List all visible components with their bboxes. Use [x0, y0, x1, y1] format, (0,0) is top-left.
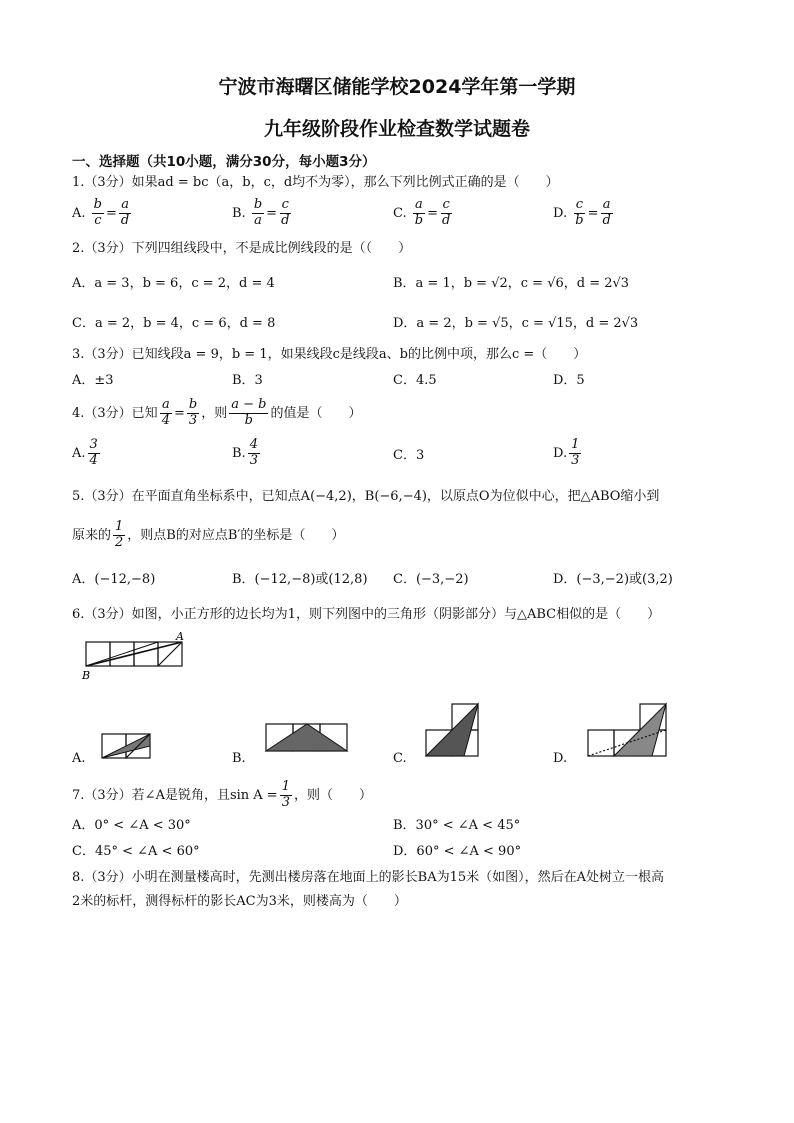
- q5-option-b: B．(−12,−8)或(12,8): [232, 572, 368, 587]
- q2-option-a: A．a = 3，b = 6，c = 2，d = 4: [72, 276, 275, 291]
- q7-option-c: C．45° < ∠A < 60°: [72, 844, 200, 859]
- q2-option-b: B．a = 1，b = √2，c = √6，d = 2√3: [393, 276, 630, 291]
- q4-stem: 4.（3分）已知 $\frac{a}{4}$ = $\frac{b}{3}$ ，则 $\frac{a - b}{b}$ 的值是（ ）: [72, 397, 362, 428]
- q1-option-c: C. $\frac{a}{b}$ = $\frac{c}{d}$: [393, 197, 451, 228]
- page-title-line2: 九年级阶段作业检查数学试题卷: [263, 118, 530, 140]
- q6-option-b: B.: [232, 751, 246, 766]
- q7-option-b: B．30° < ∠A < 45°: [393, 818, 521, 833]
- q8-stem-line2: 2米的标杆，测得标杆的影长AC为3米，则楼高为（ ）: [72, 894, 407, 909]
- q4-option-a: A. $\frac{3}{4}$: [72, 437, 98, 468]
- q5-stem-line2: 原来的 $\frac{1}{2}$ ，则点B的对应点B′的坐标是（ ）: [72, 519, 345, 550]
- q6-option-b-figure: [262, 720, 352, 756]
- q6-stem: 6.（3分）如图，小正方形的边长均为1，则下列图中的三角形（阴影部分）与△ABC相似的是（ ）: [72, 607, 661, 622]
- q3-stem: 3.（3分）已知线段a = 9，b = 1，如果线段c是线段a、b的比例中项，那么c =（ ）: [72, 347, 587, 362]
- q4-option-d: D. $\frac{1}{3}$: [553, 437, 580, 468]
- q3-option-d: D．5: [553, 373, 585, 388]
- svg-text:B: B: [82, 669, 91, 680]
- q6-option-a: A.: [72, 751, 86, 766]
- q5-stem-line1: 5.（3分）在平面直角坐标系中，已知点A(−4,2)，B(−6,−4)，以原点O为位似中心，把△ABO缩小到: [72, 489, 660, 504]
- q4-option-b: B. $\frac{4}{3}$: [232, 437, 258, 468]
- q7-option-d: D．60° < ∠A < 90°: [393, 844, 522, 859]
- q5-option-c: C．(−3,−2): [393, 572, 469, 587]
- q3-option-b: B．3: [232, 373, 263, 388]
- q2-stem: 2.（3分）下列四组线段中，不是成比例线段的是（（ ）: [72, 241, 412, 256]
- q7-option-a: A．0° < ∠A < 30°: [72, 818, 191, 833]
- q1-stem: 1.（3分）如果ad = bc（a，b，c，d均不为零），那么下列比例式正确的是（ ）: [72, 175, 559, 190]
- section-heading: 一、选择题（共10小题，满分30分，每小题3分）: [72, 154, 376, 170]
- q6-option-d-figure: [582, 700, 672, 760]
- q7-stem: 7.（3分）若∠A是锐角，且sin A = $\frac{1}{3}$ ，则（ ）: [72, 779, 372, 810]
- q3-option-a: A．±3: [72, 373, 114, 388]
- q3-option-c: C．4.5: [393, 373, 437, 388]
- page-title-line1: 宁波市海曙区储能学校2024学年第一学期: [218, 76, 576, 98]
- q8-stem-line1: 8.（3分）小明在测量楼高时，先测出楼房落在地面上的影长BA为15米（如图），然后在A处树立一根高: [72, 870, 665, 885]
- q6-option-c-figure: [424, 700, 488, 760]
- q2-option-c: C．a = 2，b = 4，c = 6，d = 8: [72, 316, 276, 331]
- q6-option-d: D.: [553, 751, 568, 766]
- q2-option-d: D．a = 2，b = √5，c = √15，d = 2√3: [393, 316, 639, 331]
- q6-option-a-figure: [100, 730, 156, 760]
- q4-option-c: C．3: [393, 448, 425, 463]
- q5-option-a: A．(−12,−8): [72, 572, 156, 587]
- q6-reference-figure: [80, 630, 190, 680]
- q6-option-c: C.: [393, 751, 407, 766]
- q5-option-d: D．(−3,−2)或(3,2): [553, 572, 673, 587]
- svg-text:A: A: [176, 630, 184, 643]
- q1-option-d: D. $\frac{c}{b}$ = $\frac{a}{d}$: [553, 197, 611, 228]
- q1-option-b: B. $\frac{b}{a}$ = $\frac{c}{d}$: [232, 197, 290, 228]
- q1-option-a: A. $\frac{b}{c}$ = $\frac{a}{d}$: [72, 197, 130, 228]
